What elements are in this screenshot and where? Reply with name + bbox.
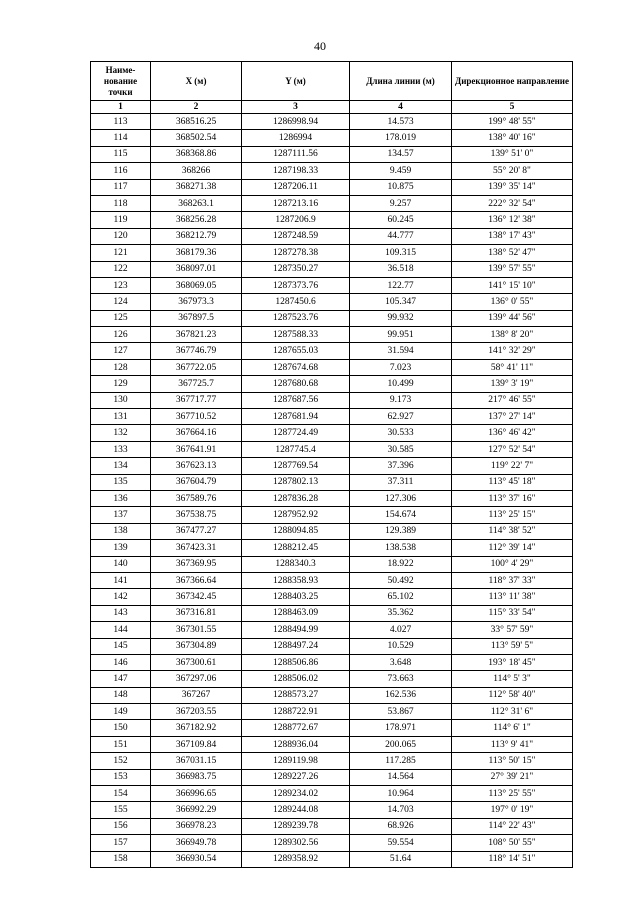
cell-line-length: 9.257 xyxy=(350,195,452,211)
cell-x: 368097.01 xyxy=(151,261,242,277)
table-row xyxy=(91,507,573,523)
cell-point-name: 125 xyxy=(91,310,151,326)
cell-point-name: 142 xyxy=(91,589,151,605)
table-row xyxy=(91,179,573,195)
table-header-row xyxy=(91,62,573,101)
cell-point-name: 136 xyxy=(91,490,151,506)
table-row xyxy=(91,458,573,474)
cell-bearing: 55° 20' 8" xyxy=(452,163,573,179)
cell-line-length: 117.285 xyxy=(350,753,452,769)
cell-x: 367589.76 xyxy=(151,490,242,506)
cell-y: 1287836.28 xyxy=(242,490,350,506)
cell-bearing: 100° 4' 29" xyxy=(452,556,573,572)
cell-x: 368069.05 xyxy=(151,277,242,293)
column-number: 3 xyxy=(242,101,350,114)
cell-x: 367821.23 xyxy=(151,327,242,343)
cell-x: 367203.55 xyxy=(151,704,242,720)
cell-bearing: 112° 39' 14" xyxy=(452,540,573,556)
cell-y: 1287802.13 xyxy=(242,474,350,490)
cell-x: 368266 xyxy=(151,163,242,179)
cell-bearing: 112° 31' 6" xyxy=(452,704,573,720)
cell-point-name: 117 xyxy=(91,179,151,195)
cell-line-length: 60.245 xyxy=(350,212,452,228)
coordinates-table xyxy=(90,61,573,868)
cell-x: 367973.3 xyxy=(151,294,242,310)
cell-bearing: 217° 46' 55" xyxy=(452,392,573,408)
cell-y: 1289358.92 xyxy=(242,851,350,867)
cell-bearing: 139° 57' 55" xyxy=(452,261,573,277)
cell-bearing: 139° 51' 0" xyxy=(452,146,573,162)
cell-x: 367369.95 xyxy=(151,556,242,572)
column-number: 4 xyxy=(350,101,452,114)
cell-x: 368502.54 xyxy=(151,130,242,146)
table-body xyxy=(91,114,573,868)
cell-line-length: 178.019 xyxy=(350,130,452,146)
cell-y: 1287687.56 xyxy=(242,392,350,408)
cell-y: 1288212.45 xyxy=(242,540,350,556)
cell-point-name: 137 xyxy=(91,507,151,523)
cell-point-name: 146 xyxy=(91,654,151,670)
cell-y: 1287655.03 xyxy=(242,343,350,359)
cell-bearing: 222° 32' 54" xyxy=(452,195,573,211)
header-y: Y (м) xyxy=(242,62,350,101)
cell-bearing: 113° 9' 41" xyxy=(452,736,573,752)
cell-point-name: 140 xyxy=(91,556,151,572)
cell-line-length: 37.311 xyxy=(350,474,452,490)
cell-bearing: 141° 32' 29" xyxy=(452,343,573,359)
cell-y: 1289244.08 xyxy=(242,802,350,818)
cell-y: 1287724.49 xyxy=(242,425,350,441)
table-row xyxy=(91,540,573,556)
cell-line-length: 59.554 xyxy=(350,835,452,851)
cell-line-length: 99.932 xyxy=(350,310,452,326)
cell-line-length: 14.573 xyxy=(350,114,452,130)
cell-y: 1287952.92 xyxy=(242,507,350,523)
cell-line-length: 31.594 xyxy=(350,343,452,359)
cell-x: 366949.78 xyxy=(151,835,242,851)
cell-bearing: 108° 50' 55" xyxy=(452,835,573,851)
cell-line-length: 129.389 xyxy=(350,523,452,539)
table-row xyxy=(91,130,573,146)
cell-bearing: 118° 37' 33" xyxy=(452,572,573,588)
header-x: X (м) xyxy=(151,62,242,101)
table-row xyxy=(91,474,573,490)
cell-bearing: 113° 50' 15" xyxy=(452,753,573,769)
cell-bearing: 136° 46' 42" xyxy=(452,425,573,441)
cell-y: 1288573.27 xyxy=(242,687,350,703)
cell-y: 1288497.24 xyxy=(242,638,350,654)
cell-y: 1287674.68 xyxy=(242,359,350,375)
table-row xyxy=(91,228,573,244)
cell-y: 1288772.67 xyxy=(242,720,350,736)
cell-bearing: 138° 40' 16" xyxy=(452,130,573,146)
cell-line-length: 99.951 xyxy=(350,327,452,343)
table-row xyxy=(91,572,573,588)
cell-x: 368263.1 xyxy=(151,195,242,211)
cell-point-name: 153 xyxy=(91,769,151,785)
table-row xyxy=(91,654,573,670)
cell-point-name: 143 xyxy=(91,605,151,621)
cell-point-name: 133 xyxy=(91,441,151,457)
cell-x: 367182.92 xyxy=(151,720,242,736)
cell-line-length: 65.102 xyxy=(350,589,452,605)
cell-line-length: 53.867 xyxy=(350,704,452,720)
cell-y: 1286994 xyxy=(242,130,350,146)
header-bearing: Дирекционное направление xyxy=(452,62,573,101)
cell-line-length: 134.57 xyxy=(350,146,452,162)
cell-line-length: 162.536 xyxy=(350,687,452,703)
cell-point-name: 126 xyxy=(91,327,151,343)
table-row xyxy=(91,786,573,802)
column-number: 1 xyxy=(91,101,151,114)
cell-bearing: 113° 45' 18" xyxy=(452,474,573,490)
table-row xyxy=(91,638,573,654)
cell-point-name: 120 xyxy=(91,228,151,244)
cell-x: 367717.77 xyxy=(151,392,242,408)
cell-y: 1288936.04 xyxy=(242,736,350,752)
cell-line-length: 68.926 xyxy=(350,818,452,834)
cell-bearing: 141° 15' 10" xyxy=(452,277,573,293)
cell-x: 366992.29 xyxy=(151,802,242,818)
cell-bearing: 138° 8' 20" xyxy=(452,327,573,343)
cell-y: 1287680.68 xyxy=(242,376,350,392)
cell-y: 1287681.94 xyxy=(242,409,350,425)
cell-bearing: 114° 6' 1" xyxy=(452,720,573,736)
cell-x: 366978.23 xyxy=(151,818,242,834)
cell-bearing: 136° 12' 38" xyxy=(452,212,573,228)
cell-line-length: 127.306 xyxy=(350,490,452,506)
header-point-name: Наиме-нование точки xyxy=(91,62,151,101)
cell-point-name: 113 xyxy=(91,114,151,130)
column-number-row xyxy=(91,101,573,114)
cell-x: 367267 xyxy=(151,687,242,703)
cell-y: 1288403.25 xyxy=(242,589,350,605)
cell-line-length: 51.64 xyxy=(350,851,452,867)
cell-line-length: 14.703 xyxy=(350,802,452,818)
cell-bearing: 137° 27' 14" xyxy=(452,409,573,425)
cell-point-name: 129 xyxy=(91,376,151,392)
cell-line-length: 138.538 xyxy=(350,540,452,556)
cell-line-length: 36.518 xyxy=(350,261,452,277)
cell-point-name: 138 xyxy=(91,523,151,539)
cell-y: 1287450.6 xyxy=(242,294,350,310)
cell-line-length: 178.971 xyxy=(350,720,452,736)
cell-x: 366996.65 xyxy=(151,786,242,802)
table-row xyxy=(91,294,573,310)
cell-point-name: 148 xyxy=(91,687,151,703)
cell-line-length: 37.396 xyxy=(350,458,452,474)
cell-bearing: 139° 3' 19" xyxy=(452,376,573,392)
cell-line-length: 9.173 xyxy=(350,392,452,408)
cell-line-length: 30.533 xyxy=(350,425,452,441)
cell-bearing: 197° 0' 19" xyxy=(452,802,573,818)
cell-x: 367297.06 xyxy=(151,671,242,687)
cell-y: 1289239.78 xyxy=(242,818,350,834)
cell-line-length: 109.315 xyxy=(350,245,452,261)
cell-x: 367538.75 xyxy=(151,507,242,523)
table-row xyxy=(91,245,573,261)
cell-bearing: 139° 44' 56" xyxy=(452,310,573,326)
cell-point-name: 122 xyxy=(91,261,151,277)
cell-point-name: 145 xyxy=(91,638,151,654)
cell-x: 367641.91 xyxy=(151,441,242,457)
cell-x: 367300.61 xyxy=(151,654,242,670)
cell-line-length: 62.927 xyxy=(350,409,452,425)
cell-point-name: 119 xyxy=(91,212,151,228)
cell-x: 367109.84 xyxy=(151,736,242,752)
cell-point-name: 155 xyxy=(91,802,151,818)
table-row xyxy=(91,392,573,408)
cell-point-name: 116 xyxy=(91,163,151,179)
cell-point-name: 124 xyxy=(91,294,151,310)
cell-x: 367725.7 xyxy=(151,376,242,392)
cell-point-name: 139 xyxy=(91,540,151,556)
cell-line-length: 122.77 xyxy=(350,277,452,293)
cell-bearing: 199° 48' 55" xyxy=(452,114,573,130)
cell-x: 367897.5 xyxy=(151,310,242,326)
cell-bearing: 114° 22' 43" xyxy=(452,818,573,834)
cell-y: 1288463.09 xyxy=(242,605,350,621)
table-row xyxy=(91,769,573,785)
cell-point-name: 127 xyxy=(91,343,151,359)
table-row xyxy=(91,310,573,326)
table-row xyxy=(91,802,573,818)
cell-line-length: 10.964 xyxy=(350,786,452,802)
cell-x: 367301.55 xyxy=(151,622,242,638)
table-row xyxy=(91,409,573,425)
cell-line-length: 30.585 xyxy=(350,441,452,457)
cell-line-length: 10.529 xyxy=(350,638,452,654)
cell-bearing: 113° 59' 5" xyxy=(452,638,573,654)
cell-point-name: 141 xyxy=(91,572,151,588)
cell-bearing: 136° 0' 55" xyxy=(452,294,573,310)
cell-point-name: 130 xyxy=(91,392,151,408)
table-row xyxy=(91,818,573,834)
column-number: 5 xyxy=(452,101,573,114)
table-row xyxy=(91,835,573,851)
cell-y: 1288094.85 xyxy=(242,523,350,539)
cell-x: 368271.38 xyxy=(151,179,242,195)
cell-point-name: 152 xyxy=(91,753,151,769)
table-row xyxy=(91,425,573,441)
table-row xyxy=(91,376,573,392)
cell-y: 1287248.59 xyxy=(242,228,350,244)
cell-line-length: 50.492 xyxy=(350,572,452,588)
table-row xyxy=(91,671,573,687)
cell-bearing: 139° 35' 14" xyxy=(452,179,573,195)
cell-y: 1289119.98 xyxy=(242,753,350,769)
table-row xyxy=(91,343,573,359)
table-row xyxy=(91,277,573,293)
cell-x: 368516.25 xyxy=(151,114,242,130)
cell-y: 1288358.93 xyxy=(242,572,350,588)
cell-line-length: 7.023 xyxy=(350,359,452,375)
table-row xyxy=(91,195,573,211)
cell-line-length: 9.459 xyxy=(350,163,452,179)
cell-line-length: 3.648 xyxy=(350,654,452,670)
cell-x: 368179.36 xyxy=(151,245,242,261)
table-row xyxy=(91,622,573,638)
header-line-length: Длина линии (м) xyxy=(350,62,452,101)
cell-x: 367664.16 xyxy=(151,425,242,441)
table-row xyxy=(91,753,573,769)
cell-line-length: 105.347 xyxy=(350,294,452,310)
table-row xyxy=(91,523,573,539)
cell-point-name: 114 xyxy=(91,130,151,146)
table-row xyxy=(91,146,573,162)
cell-x: 367722.05 xyxy=(151,359,242,375)
cell-x: 367423.31 xyxy=(151,540,242,556)
cell-x: 367710.52 xyxy=(151,409,242,425)
cell-bearing: 113° 11' 38" xyxy=(452,589,573,605)
cell-line-length: 73.663 xyxy=(350,671,452,687)
cell-point-name: 151 xyxy=(91,736,151,752)
cell-bearing: 119° 22' 7" xyxy=(452,458,573,474)
cell-y: 1288722.91 xyxy=(242,704,350,720)
cell-y: 1288506.02 xyxy=(242,671,350,687)
cell-bearing: 58° 41' 11" xyxy=(452,359,573,375)
table-row xyxy=(91,441,573,457)
cell-point-name: 131 xyxy=(91,409,151,425)
cell-y: 1287373.76 xyxy=(242,277,350,293)
cell-x: 367746.79 xyxy=(151,343,242,359)
cell-x: 367316.81 xyxy=(151,605,242,621)
cell-y: 1289227.26 xyxy=(242,769,350,785)
table-row xyxy=(91,589,573,605)
cell-y: 1289302.56 xyxy=(242,835,350,851)
cell-bearing: 138° 52' 47" xyxy=(452,245,573,261)
cell-point-name: 154 xyxy=(91,786,151,802)
cell-bearing: 113° 25' 15" xyxy=(452,507,573,523)
table-row xyxy=(91,114,573,130)
cell-line-length: 154.674 xyxy=(350,507,452,523)
cell-line-length: 18.922 xyxy=(350,556,452,572)
cell-x: 366983.75 xyxy=(151,769,242,785)
column-number: 2 xyxy=(151,101,242,114)
cell-point-name: 144 xyxy=(91,622,151,638)
cell-bearing: 115° 33' 54" xyxy=(452,605,573,621)
cell-y: 1287769.54 xyxy=(242,458,350,474)
cell-y: 1287198.33 xyxy=(242,163,350,179)
table-row xyxy=(91,327,573,343)
cell-bearing: 114° 38' 52" xyxy=(452,523,573,539)
cell-y: 1287111.56 xyxy=(242,146,350,162)
cell-point-name: 135 xyxy=(91,474,151,490)
cell-bearing: 33° 57' 59" xyxy=(452,622,573,638)
cell-bearing: 112° 58' 40" xyxy=(452,687,573,703)
cell-bearing: 138° 17' 43" xyxy=(452,228,573,244)
cell-point-name: 156 xyxy=(91,818,151,834)
cell-bearing: 118° 14' 51" xyxy=(452,851,573,867)
cell-point-name: 147 xyxy=(91,671,151,687)
page-number: 40 xyxy=(314,39,326,53)
table-row xyxy=(91,490,573,506)
cell-point-name: 115 xyxy=(91,146,151,162)
cell-bearing: 27° 39' 21" xyxy=(452,769,573,785)
cell-point-name: 128 xyxy=(91,359,151,375)
cell-x: 368256.28 xyxy=(151,212,242,228)
cell-line-length: 10.499 xyxy=(350,376,452,392)
cell-bearing: 113° 37' 16" xyxy=(452,490,573,506)
table-row xyxy=(91,212,573,228)
table-row xyxy=(91,261,573,277)
cell-line-length: 35.362 xyxy=(350,605,452,621)
cell-point-name: 157 xyxy=(91,835,151,851)
cell-x: 366930.54 xyxy=(151,851,242,867)
cell-y: 1287523.76 xyxy=(242,310,350,326)
cell-x: 367604.79 xyxy=(151,474,242,490)
cell-point-name: 121 xyxy=(91,245,151,261)
cell-bearing: 193° 18' 45" xyxy=(452,654,573,670)
cell-y: 1288506.86 xyxy=(242,654,350,670)
cell-y: 1287350.27 xyxy=(242,261,350,277)
cell-y: 1286998.94 xyxy=(242,114,350,130)
cell-point-name: 118 xyxy=(91,195,151,211)
table-row xyxy=(91,704,573,720)
table-row xyxy=(91,163,573,179)
cell-bearing: 113° 25' 55" xyxy=(452,786,573,802)
cell-x: 367342.45 xyxy=(151,589,242,605)
table-row xyxy=(91,687,573,703)
cell-point-name: 132 xyxy=(91,425,151,441)
cell-line-length: 10.875 xyxy=(350,179,452,195)
cell-y: 1287278.38 xyxy=(242,245,350,261)
cell-y: 1287588.33 xyxy=(242,327,350,343)
table-row xyxy=(91,720,573,736)
cell-x: 368368.86 xyxy=(151,146,242,162)
cell-bearing: 114° 5' 3" xyxy=(452,671,573,687)
cell-x: 368212.79 xyxy=(151,228,242,244)
cell-y: 1287206.9 xyxy=(242,212,350,228)
cell-point-name: 158 xyxy=(91,851,151,867)
cell-x: 367304.89 xyxy=(151,638,242,654)
cell-line-length: 14.564 xyxy=(350,769,452,785)
cell-line-length: 200.065 xyxy=(350,736,452,752)
cell-y: 1288494.99 xyxy=(242,622,350,638)
table-row xyxy=(91,556,573,572)
table-row xyxy=(91,359,573,375)
cell-point-name: 150 xyxy=(91,720,151,736)
cell-y: 1287745.4 xyxy=(242,441,350,457)
cell-y: 1289234.02 xyxy=(242,786,350,802)
table-row xyxy=(91,851,573,867)
cell-x: 367623.13 xyxy=(151,458,242,474)
cell-point-name: 149 xyxy=(91,704,151,720)
cell-y: 1287213.16 xyxy=(242,195,350,211)
cell-y: 1287206.11 xyxy=(242,179,350,195)
table-row xyxy=(91,605,573,621)
cell-y: 1288340.3 xyxy=(242,556,350,572)
cell-line-length: 4.027 xyxy=(350,622,452,638)
cell-point-name: 123 xyxy=(91,277,151,293)
cell-x: 367031.15 xyxy=(151,753,242,769)
cell-bearing: 127° 52' 54" xyxy=(452,441,573,457)
cell-line-length: 44.777 xyxy=(350,228,452,244)
cell-x: 367477.27 xyxy=(151,523,242,539)
cell-x: 367366.64 xyxy=(151,572,242,588)
table-row xyxy=(91,736,573,752)
cell-point-name: 134 xyxy=(91,458,151,474)
